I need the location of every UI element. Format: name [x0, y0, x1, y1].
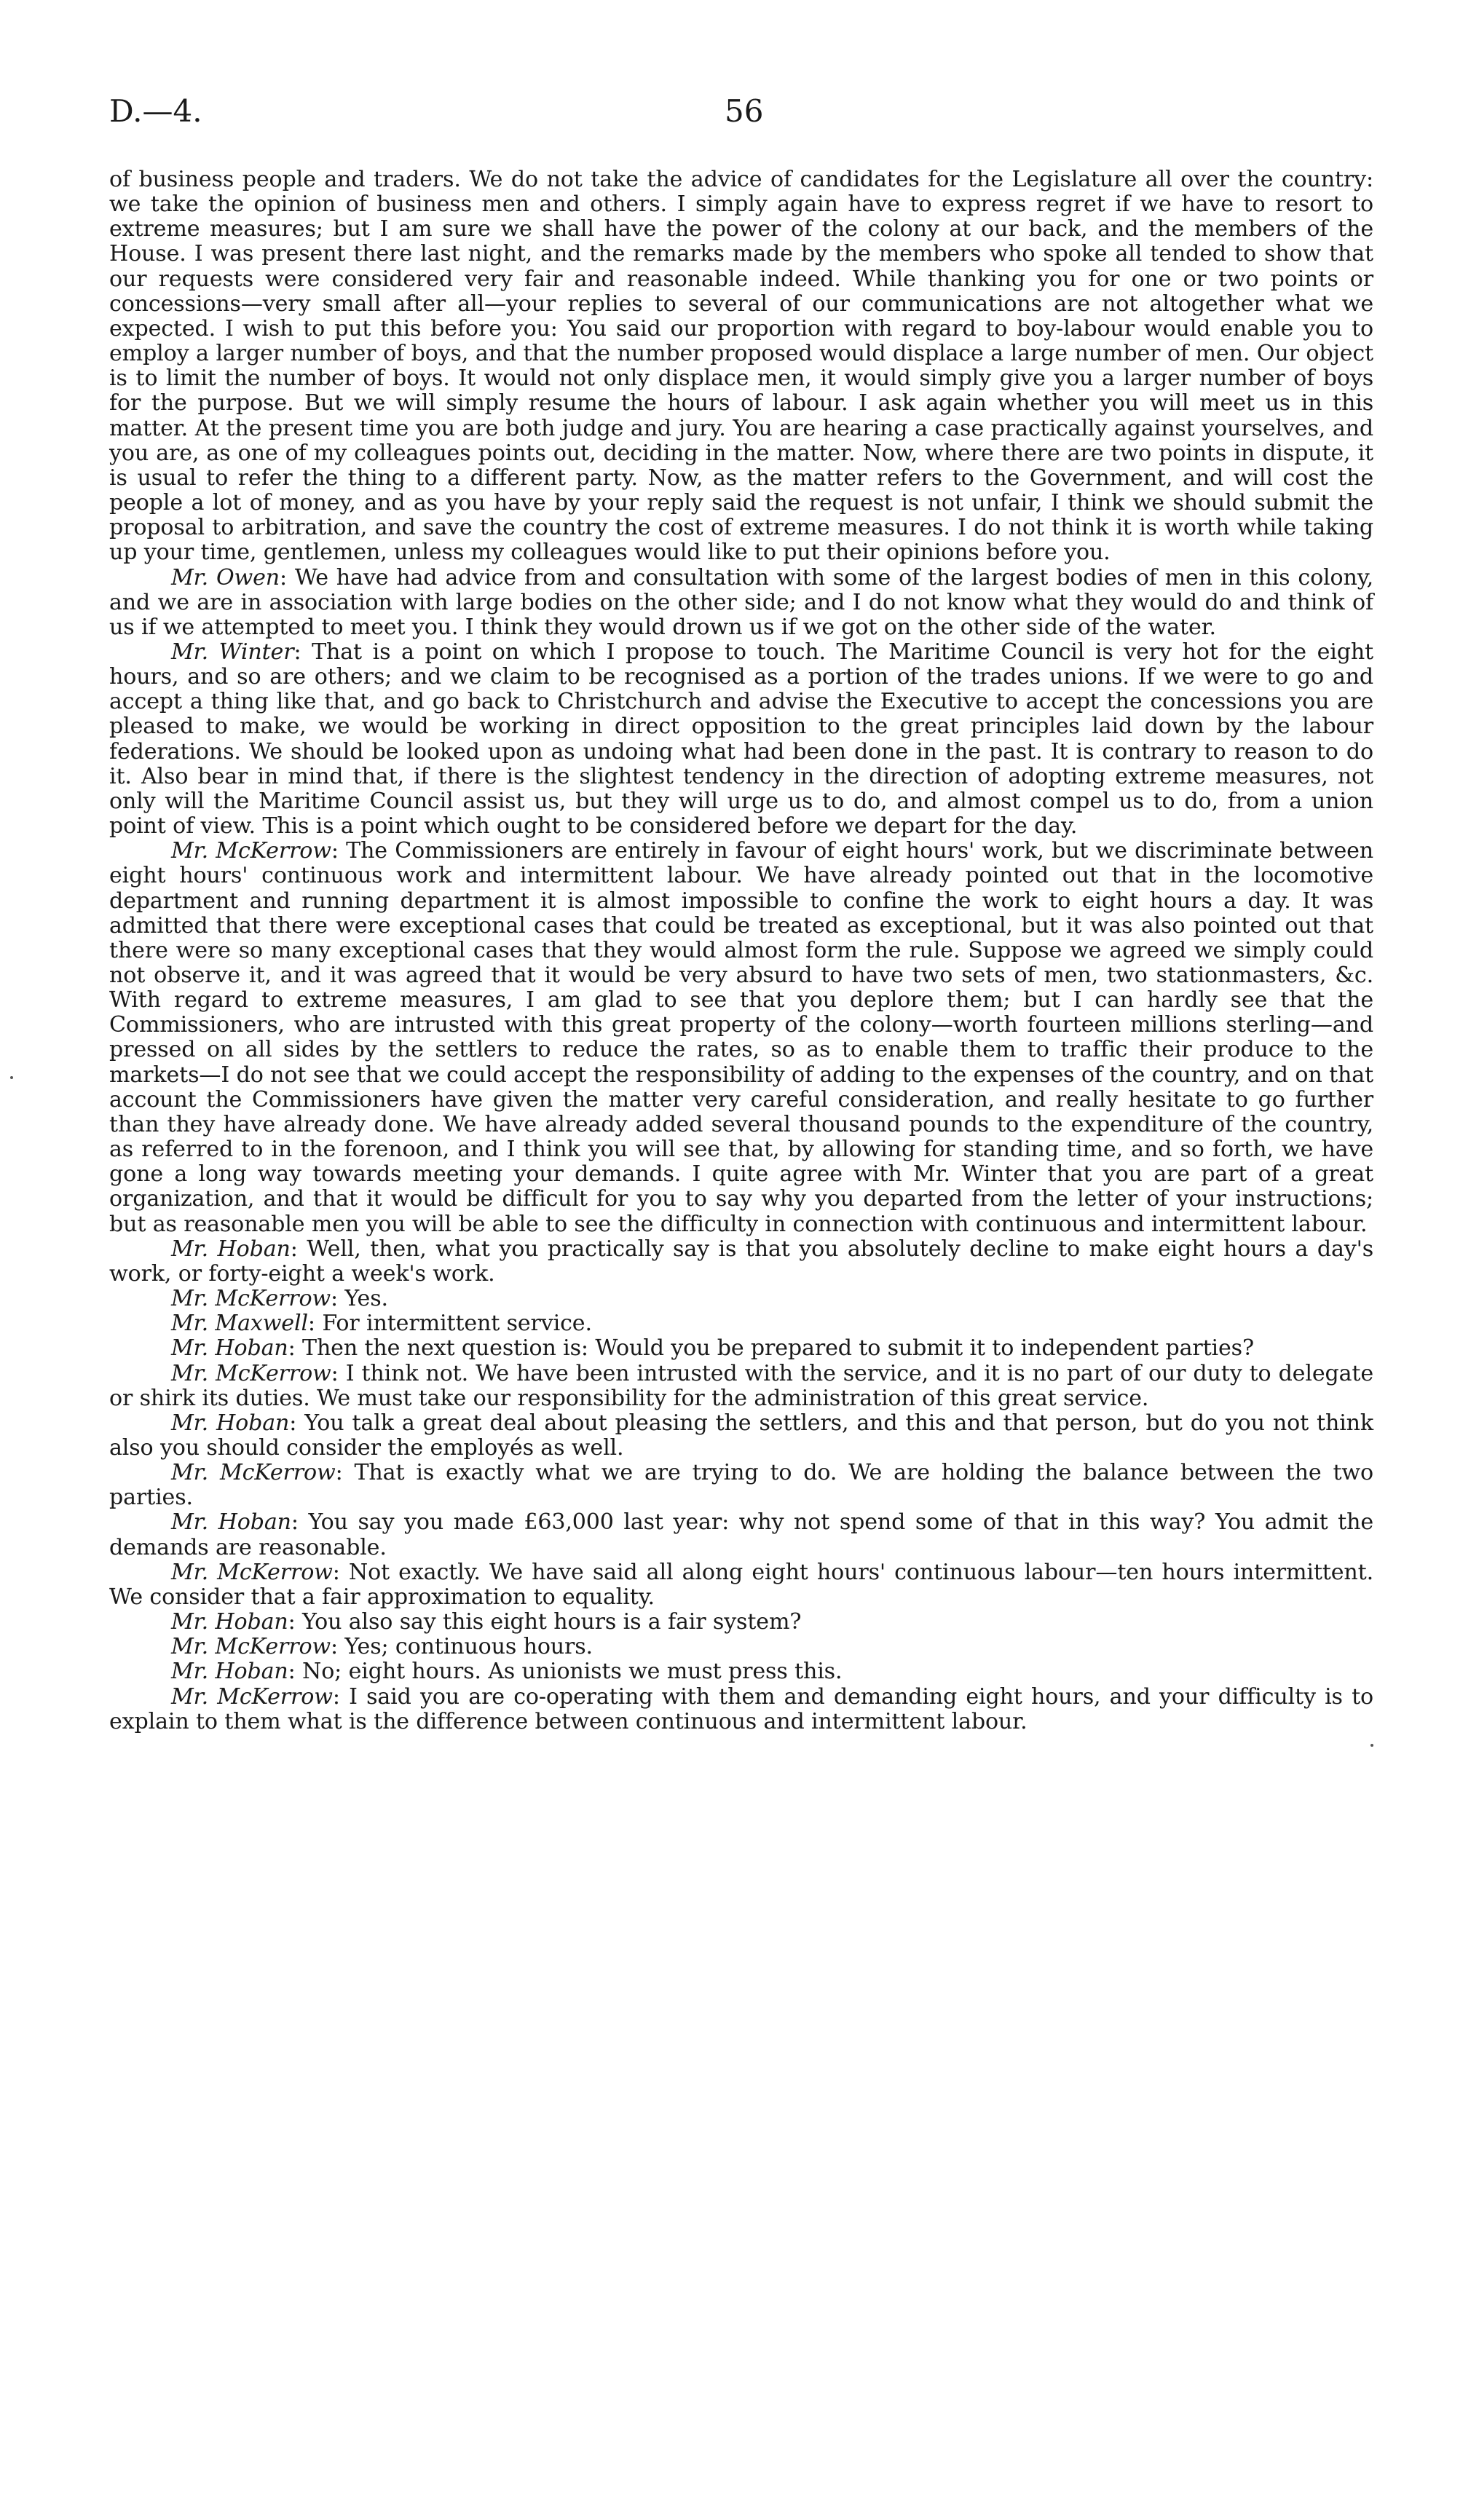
paragraph-winter: [109, 640, 1373, 839]
speaker-name: Mr. Hoban: [171, 1509, 291, 1536]
paragraph-text: : You say you made £63,000 last year: why not spend some of that in this way? You admit the demands are reasonable.: [109, 1509, 1373, 1560]
page-number: 56: [725, 93, 764, 129]
speaker-name: Mr. McKerrow: [171, 1360, 331, 1386]
speaker-name: Mr. Maxwell: [171, 1311, 308, 1337]
speaker-name: Mr. McKerrow: [171, 1460, 336, 1486]
speaker-name: Mr. Hoban: [171, 1659, 288, 1685]
paragraph-text: of business people and traders. We do not take the advice of candidates for the Legislature all over the country: we take the opinion of business men and others. I simply again have to express regret if we have to resort to extreme measures; but I am sure we shall have the power of the colony at our back, and the members of the House. I was present there last night, and the remarks made by the members who spoke all tended to show that our requests were considered very fair and reasonable indeed. While thanking you for one or two points or concessions—very small after all—your replies to several of our communications are not altogether what we expected. I wish to put this before you: You said our proportion with regard to boy-labour would enable you to employ a larger number of boys, and that the number proposed would displace a large number of men. Our object is to limit the number of boys. It would not only displace men, it would simply give you a larger number of boys for the purpose. But we will simply resume the hours of labour. I ask again whether you will meet us in this matter. At the present time you are both judge and jury. You are hearing a case practically against yourselves, and you are, as one of my colleagues points out, deciding in the matter. Now, where there are two points in dispute, it is usual to refer the thing to a different party. Now, as the matter refers to the Government, and will cost the people a lot of money, and as you have by your reply said the request is not unfair, I think we should submit the proposal to arbitration, and save the country the cost of extreme measures. I do not think it is worth while taking up your time, gentlemen, unless my colleagues would like to put their opinions before you.: [109, 167, 1373, 566]
paragraph-mckerrow: [109, 1560, 1373, 1610]
speaker-name: Mr. McKerrow: [171, 1559, 333, 1585]
speaker-name: Mr. Hoban: [171, 1335, 288, 1362]
paragraph-mckerrow: [109, 1362, 1373, 1411]
paragraph-text: : Well, then, what you practically say is that you absolutely decline to make eight hours a day's work, or forty-eight a week's work.: [109, 1236, 1373, 1287]
speaker-name: Mr. Hoban: [171, 1609, 288, 1635]
speaker-name: Mr. Hoban: [171, 1410, 290, 1436]
paragraph-text: : That is exactly what we are trying to do. We are holding the balance between the two parties.: [109, 1460, 1373, 1511]
paragraph-hoban: [109, 1237, 1373, 1287]
speaker-name: Mr. McKerrow: [171, 1683, 333, 1710]
paragraph-mckerrow: [109, 1287, 1373, 1311]
speaker-name: Mr. Winter: [171, 639, 294, 665]
speaker-name: Mr. McKerrow: [171, 1286, 331, 1312]
speaker-name: Mr. Owen: [171, 564, 280, 590]
paragraph-mckerrow: [109, 1685, 1373, 1734]
speaker-name: Mr. McKerrow: [171, 838, 331, 864]
page-header: [109, 93, 1370, 137]
paragraph-text: : You also say this eight hours is a fair system?: [288, 1609, 802, 1635]
paragraph-text: : For intermittent service.: [307, 1311, 592, 1337]
paragraph-text: : The Commissioners are entirely in favour of eight hours' work, but we discriminate between eight hours' continuous work and intermittent labour. We have already pointed out that in the locomotive department and running department it is almost impossible to confine the work to eight hours a day. It was admitted that there were exceptional cases that could be treated as exceptional, but it was also pointed out that there were so many exceptional cases that they would almost form the rule. Suppose we agreed we simply could not observe it, and it was agreed that it would be very absurd to have two sets of men, two stationmasters, &c. With regard to extreme measures, I am glad to see that you deplore them; but I can hardly see that the Commissioners, who are intrusted with this great property of the colony—worth fourteen millions sterling—and pressed on all sides by the settlers to reduce the rates, so as to enable them to traffic their produce to the markets—I do not see that we could accept the responsibility of adding to the expenses of the country, and on that account the Commissioners have given the matter very careful consideration, and really hesitate to go further than they have already done. We have already added several thousand pounds to the expenditure of the country, as referred to in the forenoon, and I think you will see that, by allowing for standing time, and so forth, we have gone a long way towards meeting your demands. I quite agree with Mr. Winter that you are part of a great organization, and that it would be difficult for you to say why you departed from the letter of your instructions; but as reasonable men you will be able to see the difficulty in connection with continuous and intermittent labour.: [109, 838, 1373, 1237]
scan-speck: [10, 1076, 13, 1079]
paragraph-text: : Yes.: [331, 1286, 388, 1312]
paragraph-text: : I think not. We have been intrusted with the service, and it is no part of our duty to delegate or shirk its duties. We must take our responsibility for the administration of this great service.: [109, 1360, 1373, 1411]
paragraph-text: : Then the next question is: Would you be prepared to submit it to independent parties?: [288, 1335, 1254, 1362]
paragraph-maxwell: [109, 1311, 1373, 1336]
paragraph-hoban: [109, 1336, 1373, 1361]
paragraph-text: : You talk a great deal about pleasing the settlers, and this and that person, but do you not think also you should consider the employés as well.: [109, 1410, 1373, 1461]
paragraph-text: : No; eight hours. As unionists we must press this.: [288, 1659, 843, 1685]
transcript-body: [109, 167, 1373, 1734]
paragraph-text: : I said you are co-operating with them and demanding eight hours, and your difficulty is to explain to them what is the difference between continuous and intermittent labour.: [109, 1683, 1373, 1734]
paragraph-owen: [109, 566, 1373, 640]
document-reference: D.—4.: [109, 93, 202, 129]
paragraph-hoban: [109, 1411, 1373, 1461]
paragraph-text: : We have had advice from and consultation with some of the largest bodies of men in this colony, and we are in association with large bodies on the other side; and I do not know what they would do and think of us if we attempted to meet you. I think they would drown us if we got on the other side of the water.: [109, 564, 1373, 640]
paragraph-hoban: [109, 1510, 1373, 1560]
paragraph-continuation: [109, 167, 1373, 566]
paragraph-mckerrow: [109, 1635, 1373, 1659]
paragraph-mckerrow: [109, 839, 1373, 1237]
speaker-name: Mr. McKerrow: [171, 1634, 331, 1660]
paragraph-text: : Yes; continuous hours.: [331, 1634, 593, 1660]
paragraph-mckerrow: [109, 1461, 1373, 1510]
scan-speck: [1370, 1744, 1373, 1747]
paragraph-hoban: [109, 1659, 1373, 1684]
paragraph-text: : Not exactly. We have said all along eight hours' continuous labour—ten hours intermittent. We consider that a fair approximation to equality.: [109, 1559, 1373, 1610]
paragraph-text: : That is a point on which I propose to touch. The Maritime Council is very hot for the eight hours, and so are others; and we claim to be recognised as a portion of the trades unions. If we were to go and accept a thing like that, and go back to Christchurch and advise the Executive to accept the concessions you are pleased to make, we would be working in direct opposition to the great principles laid down by the labour federations. We should be looked upon as undoing what had been done in the past. It is contrary to reason to do it. Also bear in mind that, if there is the slightest tendency in the direction of adopting extreme measures, not only will the Maritime Council assist us, but they will urge us to do, and almost compel us to do, from a union point of view. This is a point which ought to be considered before we depart for the day.: [109, 639, 1373, 840]
paragraph-hoban: [109, 1610, 1373, 1635]
speaker-name: Mr. Hoban: [171, 1236, 291, 1262]
